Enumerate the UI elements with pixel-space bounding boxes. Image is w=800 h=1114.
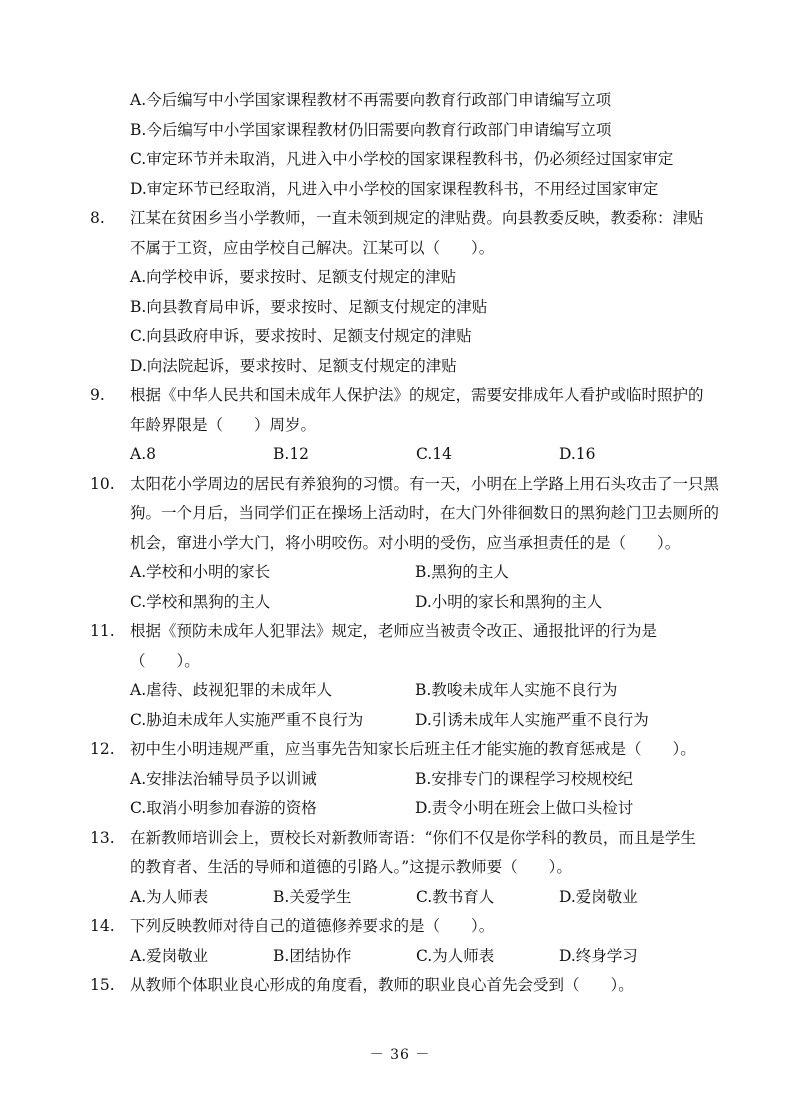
q11-text-1: 根据《预防未成年人犯罪法》规定，老师应当被责令改正、通报批评的行为是 bbox=[130, 622, 658, 640]
q13-option-d: D.爱岗敬业 bbox=[559, 887, 638, 906]
q10-text-3: 机会，窜进小学大门，将小明咬伤。对小明的受伤，应当承担责任的是（ ）。 bbox=[130, 533, 681, 552]
q12-options-row-1 bbox=[90, 765, 730, 795]
q10-options-row-2 bbox=[90, 588, 730, 618]
q9-option-a: A.8 bbox=[130, 445, 156, 463]
q15-number: 15. bbox=[90, 976, 115, 994]
q11-option-c: C.胁迫未成年人实施严重不良行为 bbox=[130, 710, 364, 729]
q15-stem-line-1 bbox=[90, 971, 730, 1001]
q8-text-1: 江某在贫困乡当小学教师，一直未领到规定的津贴费。向县教委反映，教委称：津贴 bbox=[130, 209, 704, 227]
q7-option-c: C.审定环节并未取消，凡进入中小学校的国家课程教科书，仍必须经过国家审定 bbox=[130, 150, 674, 168]
q9-option-c: C.14 bbox=[416, 445, 452, 463]
q8-option-c: C.向县政府申诉，要求按时、足额支付规定的津贴 bbox=[130, 327, 472, 345]
q13-stem-line-1 bbox=[90, 824, 730, 854]
q13-options bbox=[90, 883, 730, 913]
q9-option-b: B.12 bbox=[273, 445, 310, 463]
q11-text-2: （ ）。 bbox=[130, 651, 200, 670]
q10-text-1: 太阳花小学周边的居民有养狼狗的习惯。有一天，小明在上学路上用石头攻击了一只黑 bbox=[130, 474, 720, 493]
q14-stem-line-1 bbox=[90, 912, 730, 942]
q9-number: 9. bbox=[90, 386, 105, 404]
q13-option-c: C.教书育人 bbox=[416, 887, 495, 906]
q11-option-d: D.引诱未成年人实施严重不良行为 bbox=[415, 710, 649, 729]
q12-option-b: B.安排专门的课程学习校规校纪 bbox=[415, 769, 633, 788]
page-number: － 36 － bbox=[369, 1047, 431, 1063]
q12-option-c: C.取消小明参加春游的资格 bbox=[130, 799, 317, 817]
q9-stem-line-1 bbox=[90, 381, 730, 411]
q10-options-row-1 bbox=[90, 558, 730, 588]
q8-stem-line-1 bbox=[90, 204, 730, 234]
q10-option-b: B.黑狗的主人 bbox=[415, 563, 509, 581]
q11-number: 11. bbox=[90, 622, 115, 640]
q11-option-a: A.虐待、歧视犯罪的未成年人 bbox=[130, 681, 333, 699]
q11-options-row-2 bbox=[90, 706, 730, 736]
q12-option-d: D.责令小明在班会上做口头检讨 bbox=[415, 799, 634, 817]
q14-text-1: 下列反映教师对待自己的道德修养要求的是（ ）。 bbox=[130, 917, 495, 935]
q14-option-b: B.团结协作 bbox=[273, 946, 352, 965]
q7-option-b: B.今后编写中小学国家课程教材仍旧需要向教育行政部门申请编写立项 bbox=[130, 120, 612, 139]
q12-option-a: A.安排法治辅导员予以训诫 bbox=[130, 769, 317, 788]
q8-text-2: 不属于工资，应由学校自己解决。江某可以（ ）。 bbox=[130, 238, 495, 257]
q12-number: 12. bbox=[90, 740, 115, 758]
q8-option-d: D.向法院起诉，要求按时、足额支付规定的津贴 bbox=[130, 356, 457, 375]
q14-option-d: D.终身学习 bbox=[559, 946, 638, 965]
q10-number: 10. bbox=[90, 474, 115, 493]
q11-option-b: B.教唆未成年人实施不良行为 bbox=[415, 681, 618, 699]
q9-text-1: 根据《中华人民共和国未成年人保护法》的规定，需要安排成年人看护或临时照护的 bbox=[130, 386, 704, 404]
q9-text-2: 年龄界限是（ ）周岁。 bbox=[130, 415, 317, 434]
question-list bbox=[90, 86, 730, 1001]
q10-option-d: D.小明的家长和黑狗的主人 bbox=[415, 592, 603, 611]
q11-options-row-1 bbox=[90, 676, 730, 706]
q10-option-c: C.学校和黑狗的主人 bbox=[130, 592, 271, 611]
q8-option-b: B.向县教育局申诉，要求按时、足额支付规定的津贴 bbox=[130, 297, 488, 316]
q13-option-b: B.关爱学生 bbox=[273, 887, 352, 906]
q14-number: 14. bbox=[90, 917, 115, 935]
q9-options bbox=[90, 440, 730, 470]
q13-text-2: 的教育者、生活的导师和道德的引路人。”这提示教师要（ ）。 bbox=[130, 858, 572, 876]
q10-option-a: A.学校和小明的家长 bbox=[130, 563, 271, 581]
q10-text-2: 狗。一个月后，当同学们正在操场上活动时，在大门外徘徊数日的黑狗趁门卫去厕所的 bbox=[130, 504, 720, 522]
q11-stem-line-1 bbox=[90, 617, 730, 647]
q10-stem-line-1 bbox=[90, 470, 730, 500]
q14-option-a: A.爱岗敬业 bbox=[130, 946, 209, 965]
q13-text-1: 在新教师培训会上，贾校长对新教师寄语：“你们不仅是你学科的教员，而且是学生 bbox=[130, 828, 696, 847]
q7-option-a: A.今后编写中小学国家课程教材不再需要向教育行政部门申请编写立项 bbox=[130, 91, 612, 109]
q13-number: 13. bbox=[90, 828, 115, 847]
q14-options bbox=[90, 942, 730, 972]
q15-text-1: 从教师个体职业良心形成的角度看，教师的职业良心首先会受到（ ）。 bbox=[130, 976, 634, 994]
q12-text-1: 初中生小明违规严重，应当事先告知家长后班主任才能实施的教育惩戒是（ ）。 bbox=[130, 740, 696, 758]
q12-options-row-2 bbox=[90, 794, 730, 824]
q8-number: 8. bbox=[90, 209, 105, 227]
q14-option-c: C.为人师表 bbox=[416, 946, 495, 965]
q13-option-a: A.为人师表 bbox=[130, 887, 209, 906]
q9-option-d: D.16 bbox=[559, 445, 596, 463]
q8-option-a: A.向学校申诉，要求按时、足额支付规定的津贴 bbox=[130, 268, 457, 286]
q7-option-d: D.审定环节已经取消，凡进入中小学校的国家课程教科书，不用经过国家审定 bbox=[130, 179, 659, 198]
q12-stem-line-1 bbox=[90, 735, 730, 765]
